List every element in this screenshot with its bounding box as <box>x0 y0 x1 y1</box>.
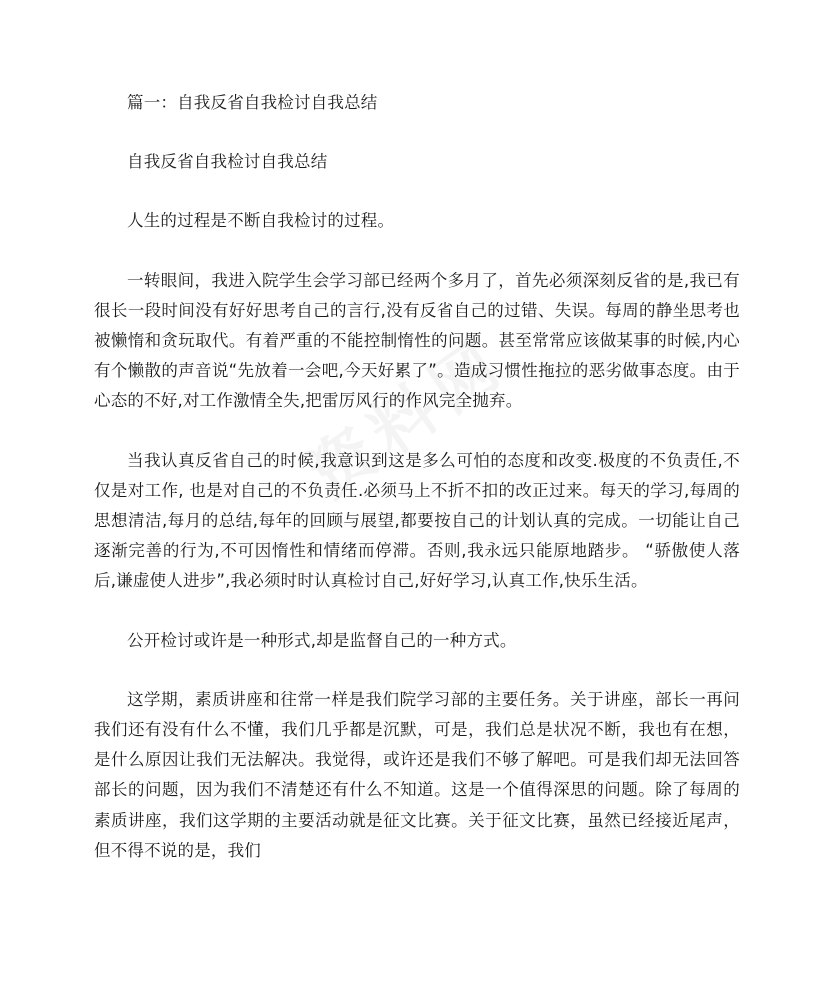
intro-paragraph: 人生的过程是不断自我检讨的过程。 <box>127 211 395 231</box>
document-body <box>94 88 740 866</box>
body-paragraph-1: 一转眼间，我进入院学生会学习部已经两个多月了，首先必须深刻反省的是,我已有很长一段时间没有好好思考自己的言行,没有反省自己的过错、失误。每周的静坐思考也被懒惰和贪玩取代。有着严重的不能控制惰性的问题。甚至常常应该做某事的时候,内心有个懒散的声音说“先放着一会吧,今天好累了”。造成习惯性拖拉的恶劣做事态度。由于心态的不好,对工作激情全失,把雷厉风行的作风完全抛弃。 <box>94 270 740 411</box>
body-paragraph-4: 这学期，素质讲座和往常一样是我们院学习部的主要任务。关于讲座，部长一再问我们还有没有什么不懂，我们几乎都是沉默，可是，我们总是状况不断，我也有在想，是什么原因让我们无法解决。我觉得，或许还是我们不够了解吧。可是我们却无法回答部长的问题，因为我们不清楚还有什么不知道。这是一个值得深思的问题。除了每周的素质讲座，我们这学期的主要活动就是征文比赛。关于征文比赛，虽然已经接近尾声，但不得不说的是，我们 <box>94 689 740 860</box>
body-paragraph-2: 当我认真反省自己的时候,我意识到这是多么可怕的态度和改变.极度的不负责任,不仅是对工作, 也是对自己的不负责任.必须马上不折不扣的改正过来。每天的学习,每周的思想清洁,每月的总结,每年的回顾与展望,都要按自己的计划认真的完成。一切能让自己逐渐完善的行为,不可因惰性和情绪而停滞。否则,我永远只能原地踏步。 “骄傲使人落后,谦虚使人进步”,我必须时时认真检讨自己,好好学习,认真工作,快乐生活。 <box>94 450 740 591</box>
document-subheading: 自我反省自我检讨自我总结 <box>127 152 328 172</box>
body-paragraph-3: 公开检讨或许是一种形式,却是监督自己的一种方式。 <box>127 630 517 650</box>
document-heading: 篇一：自我反省自我检讨自我总结 <box>127 93 378 112</box>
